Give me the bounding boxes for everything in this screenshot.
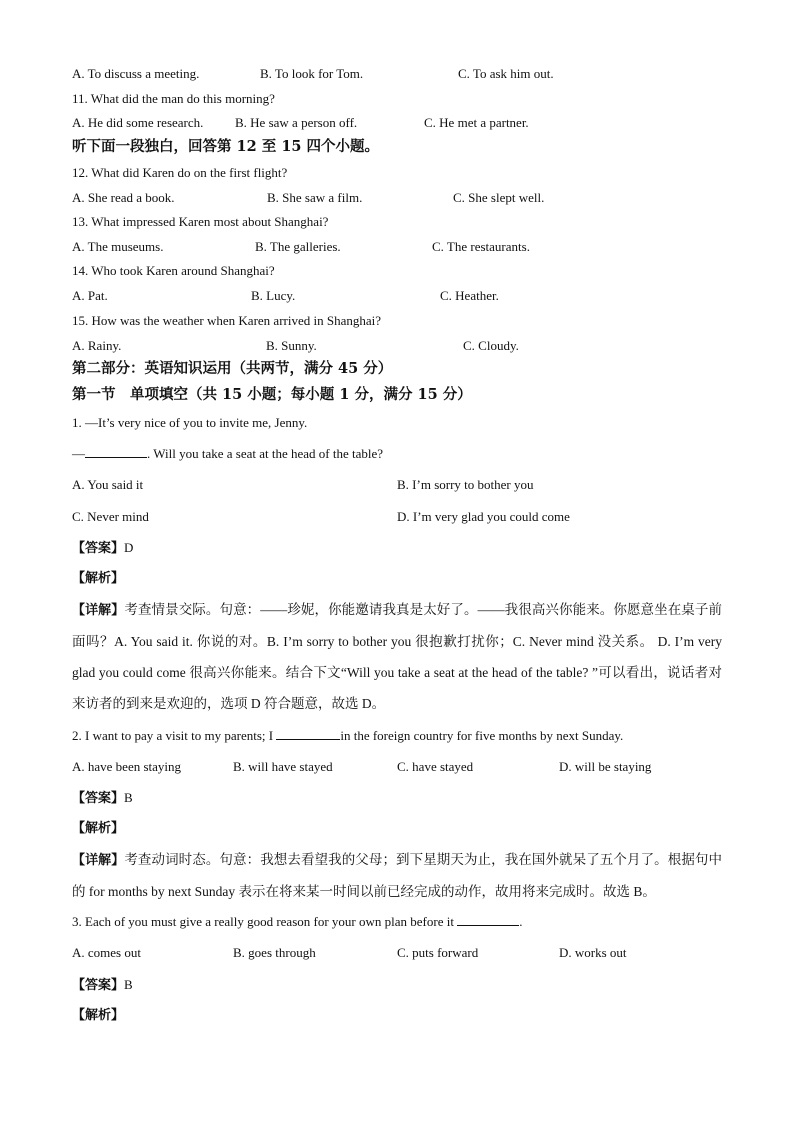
q14-option-a: A. Pat. xyxy=(72,288,108,303)
q12-option-b: B. She saw a film. xyxy=(267,190,363,205)
mc1-answer-value: D xyxy=(124,540,134,555)
detail-label: 【详解】 xyxy=(72,853,125,868)
q13-stem: 13. What impressed Karen most about Shanghai? xyxy=(72,214,329,229)
q14-option-c: C. Heather. xyxy=(440,288,499,303)
q13-option-a: A. The museums. xyxy=(72,239,164,254)
q12-stem: 12. What did Karen do on the first flight? xyxy=(72,165,288,180)
detail-label: 【详解】 xyxy=(72,603,125,618)
mc2-answer-blank xyxy=(276,727,340,740)
q10-option-c: C. To ask him out. xyxy=(458,66,554,81)
q11-stem: 11. What did the man do this morning? xyxy=(72,91,275,106)
mc1-detail xyxy=(72,594,722,719)
mc1-answer xyxy=(72,539,133,557)
answer-label: 【答案】 xyxy=(72,541,125,556)
mc2-option-c: C. have stayed xyxy=(397,759,474,774)
mc3-option-b: B. goes through xyxy=(233,945,316,960)
mc1-dash: — xyxy=(72,446,85,461)
mc1-line1: 1. —It’s very nice of you to invite me, Jenny. xyxy=(72,415,308,430)
part2-title: 第二部分：英语知识运用（共两节，满分 45 分） xyxy=(72,360,393,377)
mc3-answer-blank xyxy=(457,913,519,926)
answer-label: 【答案】 xyxy=(72,978,125,993)
mc2-stem-prefix: 2. I want to pay a visit to my parents; I xyxy=(72,728,274,743)
mc1-analysis-label: 【解析】 xyxy=(72,571,125,586)
mc1-answer-blank xyxy=(85,445,147,458)
mc3-stem xyxy=(72,913,522,930)
q13-option-c: C. The restaurants. xyxy=(432,239,530,254)
mc2-option-b: B. will have stayed xyxy=(233,759,333,774)
mc3-answer xyxy=(72,976,133,994)
q15-option-a: A. Rainy. xyxy=(72,338,122,353)
mc1-option-c: C. Never mind xyxy=(72,509,149,524)
q11-option-c: C. He met a partner. xyxy=(424,115,529,130)
mc3-option-d: D. works out xyxy=(559,945,627,960)
mc1-option-b: B. I’m sorry to bother you xyxy=(397,477,534,492)
mc1-option-d: D. I’m very glad you could come xyxy=(397,509,570,524)
section-heading-monologue: 听下面一段独白，回答第 12 至 15 四个小题。 xyxy=(72,138,380,155)
mc3-answer-value: B xyxy=(124,977,133,992)
answer-label: 【答案】 xyxy=(72,791,125,806)
q10-option-a: A. To discuss a meeting. xyxy=(72,66,200,81)
mc3-analysis-label: 【解析】 xyxy=(72,1008,125,1023)
q11-option-b: B. He saw a person off. xyxy=(235,115,358,130)
mc2-stem-suffix: in the foreign country for five months by next Sunday. xyxy=(340,728,624,743)
section1-title: 第一节 单项填空（共 15 小题；每小题 1 分，满分 15 分） xyxy=(72,386,472,403)
mc2-analysis-label: 【解析】 xyxy=(72,821,125,836)
q11-option-a: A. He did some research. xyxy=(72,115,204,130)
mc3-stem-prefix: 3. Each of you must give a really good reason for your own plan before it xyxy=(72,914,454,929)
mc1-detail-text: 考查情景交际。句意：——珍妮，你能邀请我真是太好了。——我很高兴你能来。你愿意坐在桌子前面吗？A. You said it. 你说的对。B. I’m sorry to bother you 很抱歉打扰你；C. Never mind 没关系。 D. I’m very glad you could come 很高兴你能来。结合下文“Will you take a seat at the head of the table? ”可以看出，说话者对来访者的到来是欢迎的，选项 D 符合题意，故选 D。 xyxy=(72,602,722,711)
mc2-answer-value: B xyxy=(124,790,133,805)
q12-option-a: A. She read a book. xyxy=(72,190,175,205)
mc2-option-d: D. will be staying xyxy=(559,759,652,774)
mc3-option-a: A. comes out xyxy=(72,945,141,960)
q12-option-c: C. She slept well. xyxy=(453,190,545,205)
mc2-answer xyxy=(72,789,133,807)
mc2-detail-text: 考查动词时态。句意：我想去看望我的父母；到下星期天为止，我在国外就呆了五个月了。根据句中的 for months by next Sunday 表示在将来某一时间以前已经完成的动作，故用将来完成时。故选 B。 xyxy=(72,852,722,899)
q14-stem: 14. Who took Karen around Shanghai? xyxy=(72,263,275,278)
mc2-stem xyxy=(72,727,623,744)
mc1-option-a: A. You said it xyxy=(72,477,144,492)
q13-option-b: B. The galleries. xyxy=(255,239,341,254)
mc3-option-c: C. puts forward xyxy=(397,945,479,960)
q15-stem: 15. How was the weather when Karen arrived in Shanghai? xyxy=(72,313,382,328)
q14-option-b: B. Lucy. xyxy=(251,288,296,303)
q15-option-b: B. Sunny. xyxy=(266,338,317,353)
mc2-detail xyxy=(72,844,722,907)
mc1-line2-text: . Will you take a seat at the head of the table? xyxy=(147,446,384,461)
mc3-stem-suffix: . xyxy=(519,914,523,929)
mc1-line2 xyxy=(72,445,383,462)
mc2-option-a: A. have been staying xyxy=(72,759,182,774)
q15-option-c: C. Cloudy. xyxy=(463,338,519,353)
q10-option-b: B. To look for Tom. xyxy=(260,66,364,81)
